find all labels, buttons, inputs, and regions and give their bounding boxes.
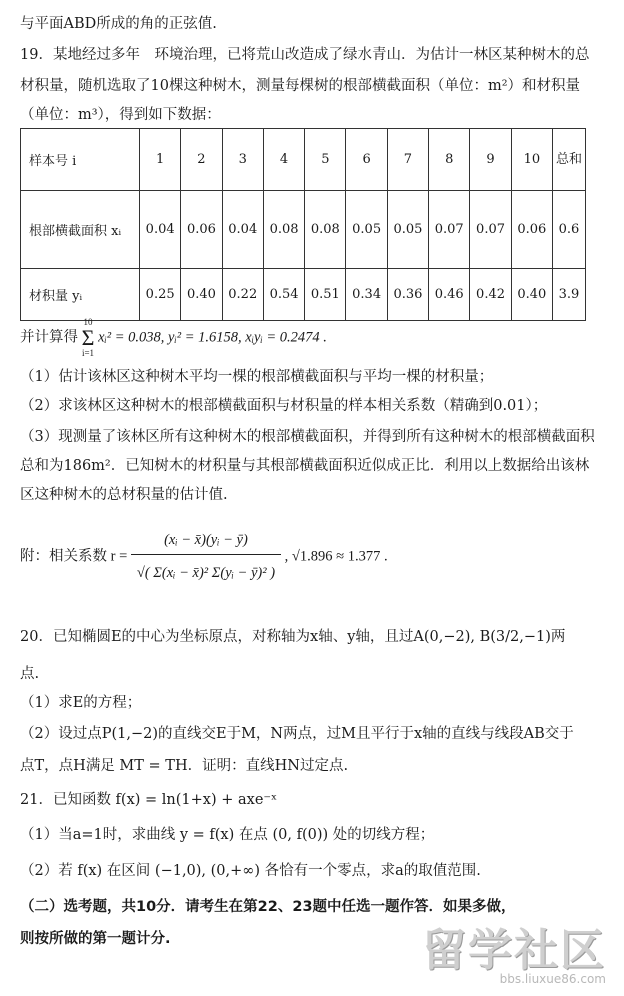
table-cell: 0.05 — [346, 191, 387, 269]
table-cell: 0.22 — [222, 269, 263, 321]
table-cell: 0.08 — [263, 191, 304, 269]
appendix-label: 附：相关系数 r = — [20, 548, 128, 565]
table-cell: 总和 — [553, 129, 586, 191]
table-cell: 1 — [140, 129, 181, 191]
formula-denominator: √( Σ(xᵢ − x̄)² Σ(yᵢ − ȳ)² ) — [136, 565, 276, 581]
q19-intro-1: 19．某地经过多年 环境治理，已将荒山改造成了绿水青山．为估计一林区某种树木的总 — [20, 47, 590, 63]
watermark-logo — [422, 914, 606, 986]
watermark-url: bbs.liuxue86.com — [499, 972, 606, 986]
correlation-formula — [131, 512, 281, 601]
table-cell: 0.06 — [181, 191, 222, 269]
top-line: 与平面ABD所成的角的正弦值. — [20, 16, 217, 32]
table-cell: 0.40 — [181, 269, 222, 321]
q21-part-2: （2）若 f(x) 在区间 (−1,0), (0,+∞) 各恰有一个零点，求a的取值范围. — [20, 863, 481, 879]
q20-line-1: 20．已知椭圆E的中心为坐标原点，对称轴为x轴、y轴，且过A(0,−2), B(3/2,−1)两 — [20, 629, 566, 645]
table-row-header — [21, 129, 586, 191]
q19-data-table — [20, 128, 586, 321]
table-cell: 0.34 — [346, 269, 387, 321]
table-cell: 3.9 — [553, 269, 586, 321]
q19-intro-3: （单位：m³），得到如下数据： — [20, 107, 221, 123]
q19-part-3c: 区这种树木的总材积量的估计值. — [20, 487, 228, 503]
calc-values: xᵢ² = 0.038, yᵢ² = 1.6158, xᵢyᵢ = 0.2474 . — [98, 329, 327, 346]
table-cell: 0.51 — [305, 269, 346, 321]
q19-part-1: （1）估计该林区这种树木平均一棵的根部横截面积与平均一棵的材积量； — [20, 369, 494, 385]
watermark-text: 留学社区 — [422, 925, 606, 976]
table-cell: 7 — [387, 129, 428, 191]
table-row-y — [21, 269, 586, 321]
q19-part-3b: 总和为186m²．已知树木的材积量与其根部横截面积近似成正比．利用以上数据给出该林 — [20, 458, 590, 474]
q19-calc-line — [20, 318, 327, 358]
q21-line-1: 21．已知函数 f(x) = ln(1+x) + axe⁻ˣ — [20, 792, 278, 808]
table-cell: 0.40 — [511, 269, 552, 321]
table-cell: 0.07 — [429, 191, 470, 269]
table-cell: 6 — [346, 129, 387, 191]
table-cell: 4 — [263, 129, 304, 191]
table-cell: 样本号 i — [21, 129, 140, 191]
q20-line-2: 点. — [20, 666, 40, 682]
table-cell: 0.42 — [470, 269, 511, 321]
table-cell: 0.25 — [140, 269, 181, 321]
table-cell: 0.54 — [263, 269, 304, 321]
table-cell: 0.06 — [511, 191, 552, 269]
sum-upper: 10 — [83, 317, 93, 327]
q19-intro-2: 材积量，随机选取了10棵这种树木，测量每棵树的根部横截面积（单位：m²）和材积量 — [20, 78, 581, 94]
q20-part-2a: （2）设过点P(1,−2)的直线交E于M，N两点，过M且平行于x轴的直线与线段AB交于 — [20, 726, 574, 742]
q19-part-2: （2）求该林区这种树木的根部横截面积与材积量的样本相关系数（精确到0.01）； — [20, 398, 548, 414]
calc-prefix: 并计算得 — [20, 329, 78, 346]
table-cell: 0.05 — [387, 191, 428, 269]
q20-part-1: （1）求E的方程； — [20, 695, 142, 711]
table-cell: 0.08 — [305, 191, 346, 269]
table-cell: 9 — [470, 129, 511, 191]
section-heading-1: （二）选考题，共10分．请考生在第22、23题中任选一题作答．如果多做， — [20, 899, 516, 915]
table-cell: 0.6 — [553, 191, 586, 269]
table-cell: 3 — [222, 129, 263, 191]
table-cell: 8 — [429, 129, 470, 191]
q21-part-1: （1）当a=1时，求曲线 y = f(x) 在点 (0, f(0)) 处的切线方程； — [20, 827, 435, 843]
table-cell: 0.04 — [222, 191, 263, 269]
formula-tail: , √1.896 ≈ 1.377 . — [284, 548, 388, 565]
formula-numerator: (xᵢ − x̄)(yᵢ − ȳ) — [131, 512, 281, 555]
q19-appendix — [20, 512, 388, 601]
table-cell: 根部横截面积 xᵢ — [21, 191, 140, 269]
table-cell: 0.46 — [429, 269, 470, 321]
table-cell: 0.36 — [387, 269, 428, 321]
sum-symbol: 10 Σ i=1 — [81, 317, 95, 358]
table-row-x — [21, 191, 586, 269]
table-cell: 0.07 — [470, 191, 511, 269]
table-cell: 2 — [181, 129, 222, 191]
q20-part-2b: 点T，点H满足 MT = TH．证明：直线HN过定点. — [20, 758, 349, 774]
table-cell: 5 — [305, 129, 346, 191]
table-cell: 材积量 yᵢ — [21, 269, 140, 321]
section-heading-2: 则按所做的第一题计分. — [20, 931, 171, 947]
sum-lower: i=1 — [81, 348, 95, 358]
q19-part-3a: （3）现测量了该林区所有这种树木的根部横截面积，并得到所有这种树木的根部横截面积 — [20, 429, 595, 445]
table-cell: 0.04 — [140, 191, 181, 269]
table-cell: 10 — [511, 129, 552, 191]
